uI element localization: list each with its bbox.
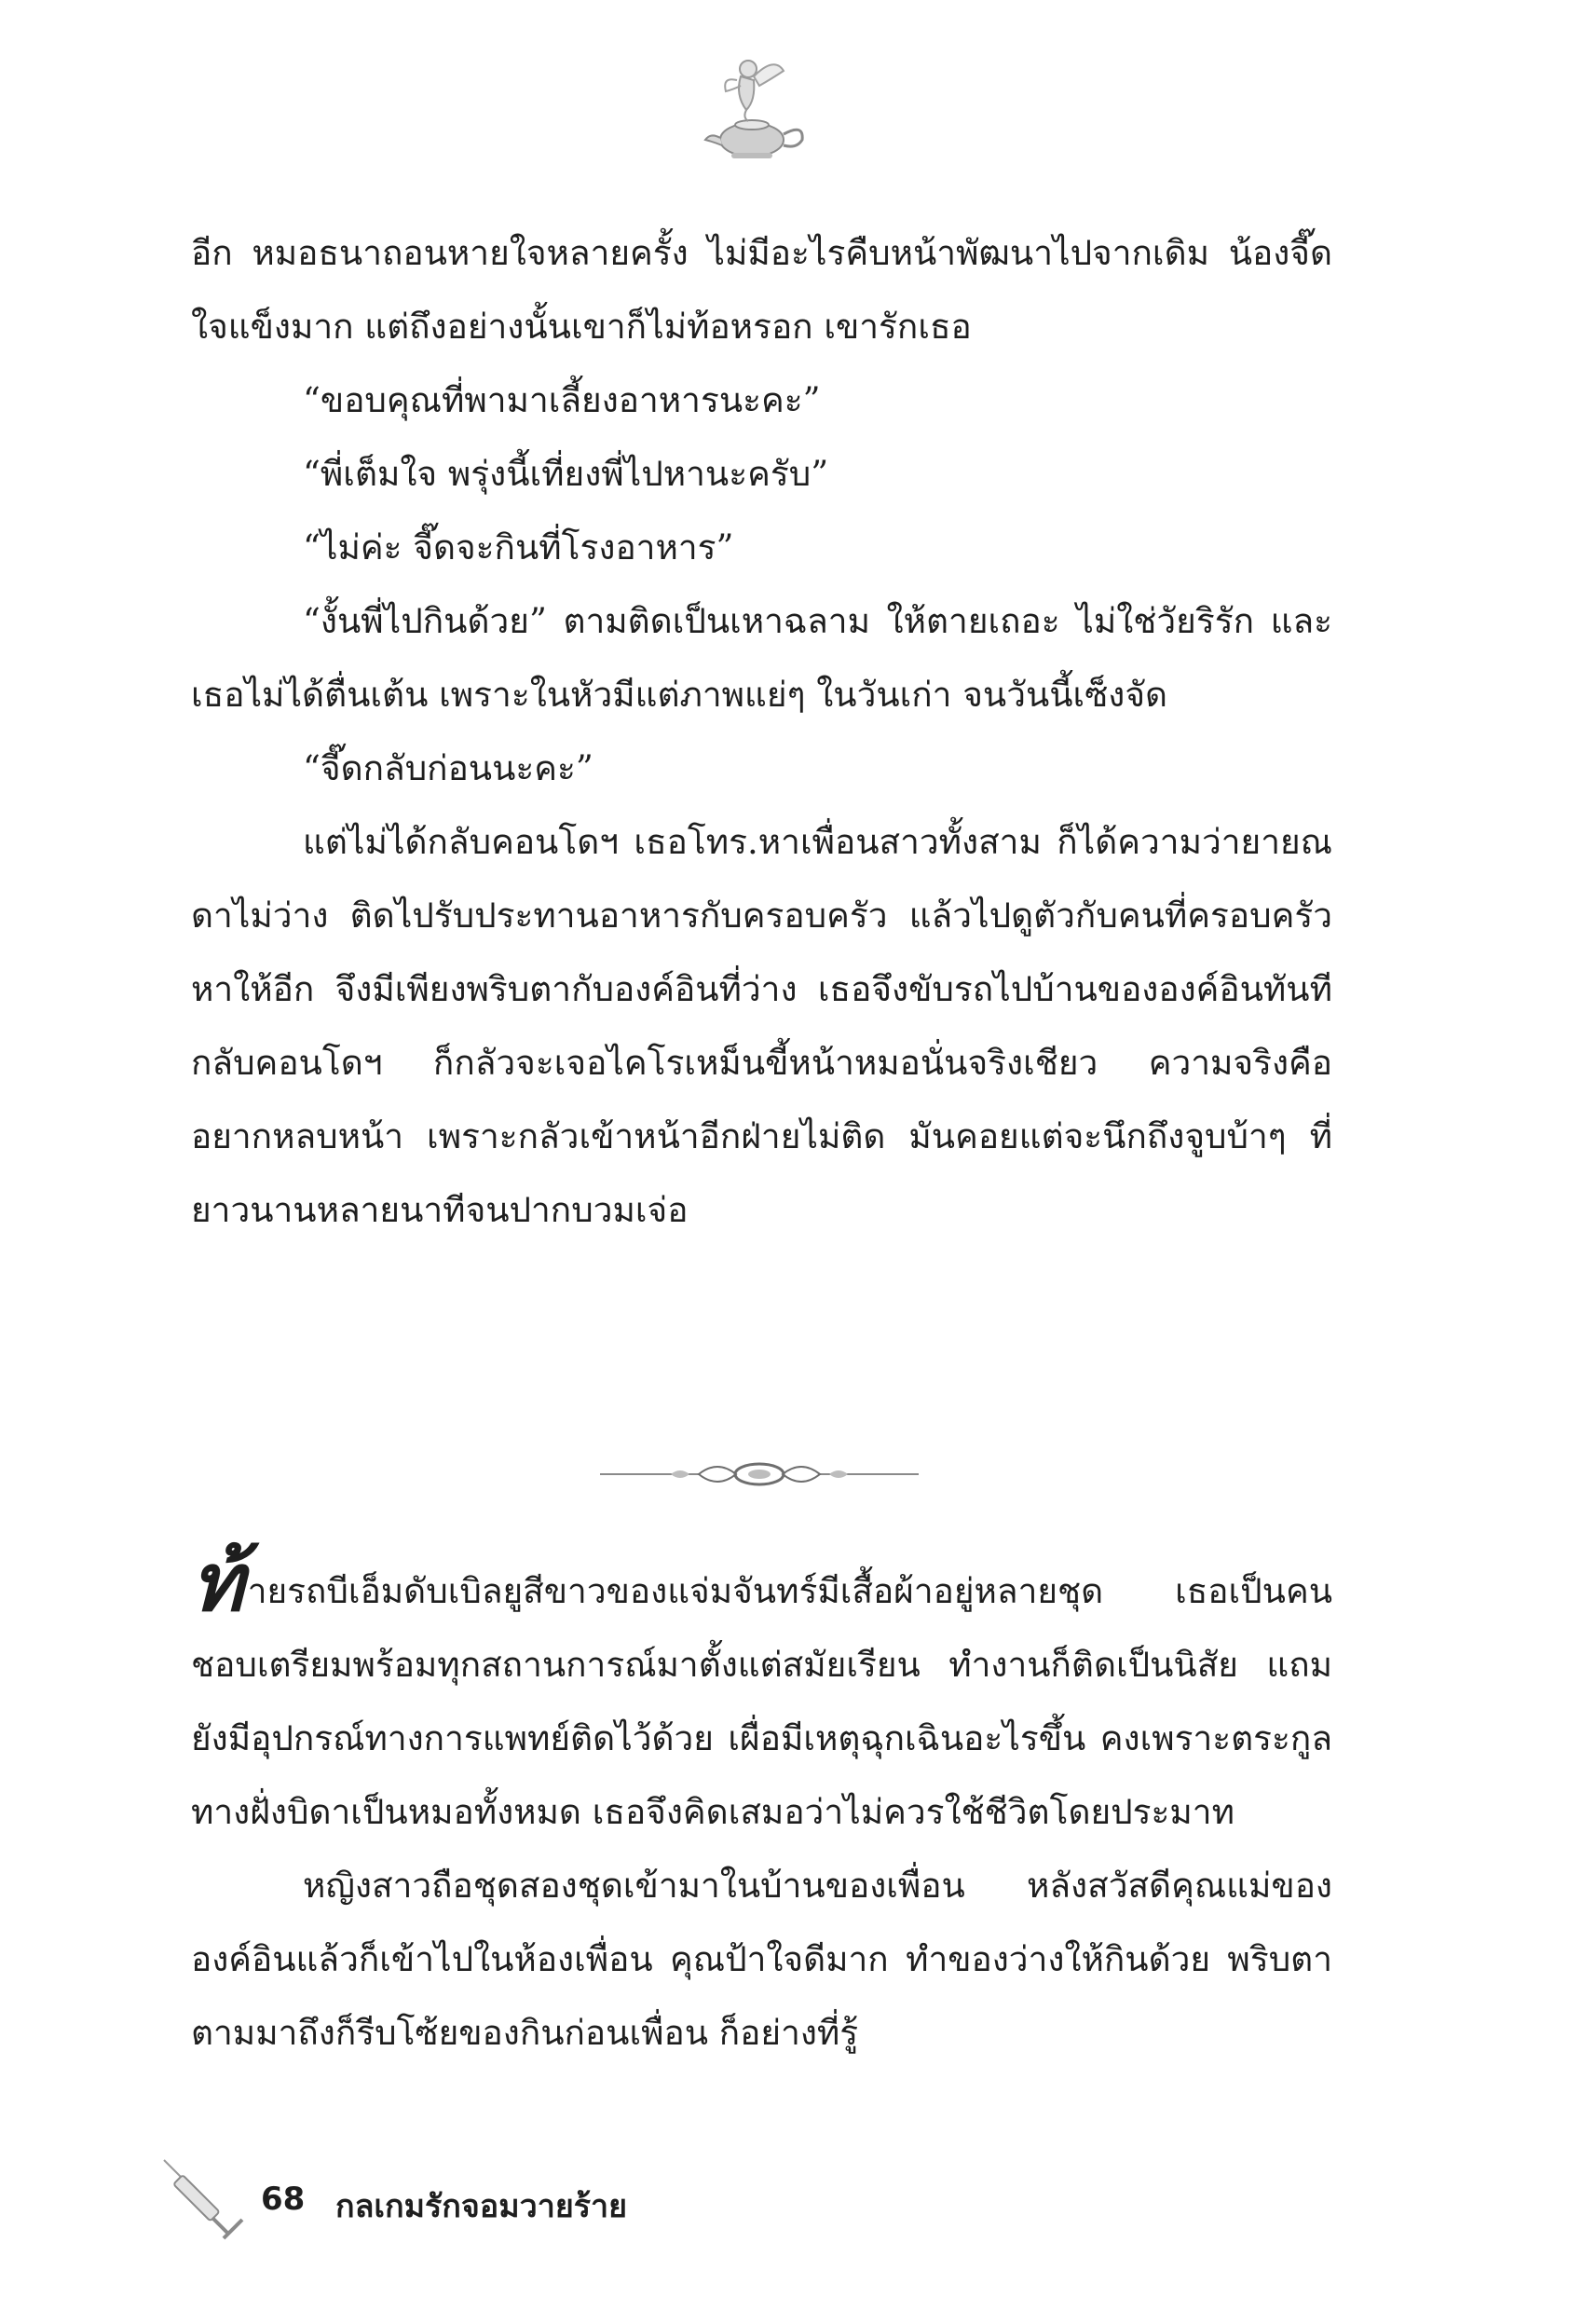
paragraph-text: ายรถบีเอ็มดับเบิลยูสีขาวของแจ่มจันทร์มีเสื้อผ้าอยู่หลายชุด เธอเป็นคนชอบเตรียมพร้อมทุกสถานการณ์มาตั้งแต่สมัยเรียน ทำงานก็ติดเป็นนิสัย แถมยังมีอุปกรณ์ทางการแพทย์ติดไว้ด้วย เผื่อมีเหตุฉุกเฉินอะไรขึ้น คงเพราะตระกูลทางฝั่งบิดาเป็นหมอทั้งหมด เธอจึงคิดเสมอว่าไม่ควรใช้ชีวิตโดยประมาท — [191, 1571, 1332, 1832]
paragraph: แต่ไม่ได้กลับคอนโดฯ เธอโทร.หาเพื่อนสาวทั้งสาม ก็ได้ความว่ายายณดาไม่ว่าง ติดไปรับประทานอาหารกับครอบครัว แล้วไปดูตัวกับคนที่ครอบครัวหาให้อีก จึงมีเพียงพริบตากับองค์อินที่ว่าง เธอจึงขับรถไปบ้านขององค์อินทันที กลับคอนโดฯ ก็กลัวจะเจอไคโรเหม็นขี้หน้าหมอนั่นจริงเชียว ความจริงคืออยากหลบหน้า เพราะกลัวเข้าหน้าอีกฝ่ายไม่ติด มันคอยแต่จะนึกถึงจูบบ้าๆ ที่ยาวนานหลายนาทีจนปากบวมเจ่อ — [191, 822, 1332, 1230]
dialogue-line: “พี่เต็มใจ พรุ่งนี้เที่ยงพี่ไปหานะครับ” — [303, 454, 829, 494]
page-footer — [158, 2153, 811, 2246]
syringe-icon — [158, 2153, 252, 2246]
dialogue-line: “ไม่ค่ะ จี๊ดจะกินที่โรงอาหาร” — [303, 527, 734, 567]
page-number: 68 — [261, 2181, 306, 2218]
cupid-teapot-icon — [694, 48, 815, 170]
chapter-text-section-1 — [191, 216, 1332, 1247]
paragraph: “งั้นพี่ไปกินด้วย” ตามติดเป็นเหาฉลาม ให้ตายเถอะ ไม่ใช่วัยริรัก และเธอไม่ได้ตื่นเต้น เพราะในหัวมีแต่ภาพแย่ๆ ในวันเก่า จนวันนี้เซ็งจัด — [191, 601, 1332, 715]
dialogue-line: “ขอบคุณที่พามาเลี้ยงอาหารนะคะ” — [303, 380, 821, 420]
book-title: กลเกมรักจอมวายร้าย — [335, 2188, 628, 2225]
paragraph: หญิงสาวถือชุดสองชุดเข้ามาในบ้านของเพื่อน หลังสวัสดีคุณแม่ขององค์อินแล้วก็เข้าไปในห้องเพื่อน คุณป้าใจดีมาก ทำของว่างให้กินด้วย พริบตาตามมาถึงก็รีบโซ้ยของกินก่อนเพื่อน ก็อย่างที่รู้ — [191, 1866, 1332, 2053]
dropcap-letter: ท้ — [191, 1537, 244, 1630]
dialogue-line: “จี๊ดกลับก่อนนะคะ” — [303, 748, 593, 788]
paragraph: อีก หมอธนาถอนหายใจหลายครั้ง ไม่มีอะไรคืบหน้าพัฒนาไปจากเดิม น้องจี๊ดใจแข็งมาก แต่ถึงอย่างนั้นเขาก็ไม่ท้อหรอก เขารักเธอ — [191, 233, 1332, 347]
ornamental-divider-icon — [596, 1454, 922, 1495]
chapter-text-section-2 — [191, 1537, 1332, 2070]
paragraph-with-dropcap — [191, 1537, 1332, 1849]
